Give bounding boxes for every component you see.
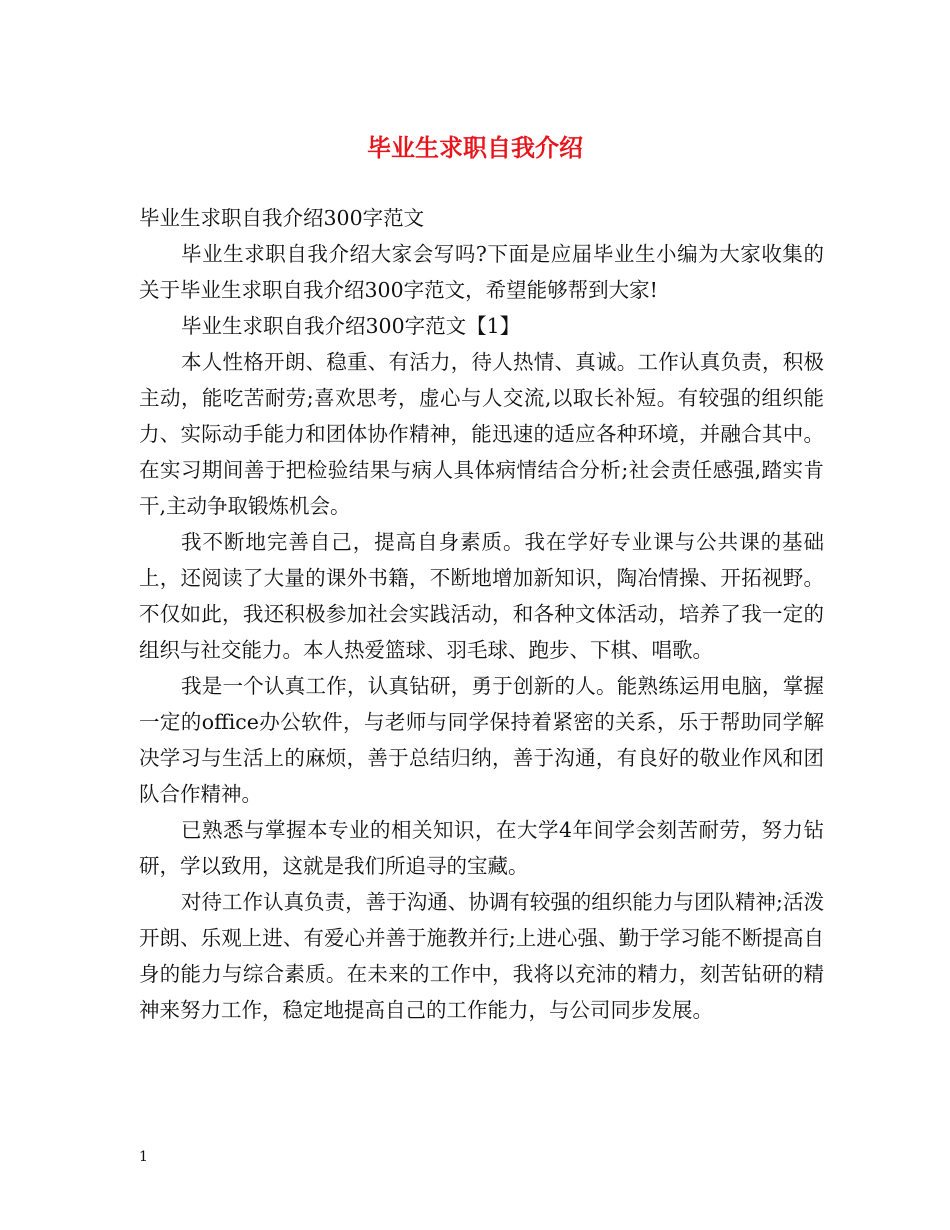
- document-title: 毕业生求职自我介绍: [367, 134, 583, 162]
- paragraph: 对待工作认真负责，善于沟通、协调有较强的组织能力与团队精神;活泼开朗、乐观上进、有爱心并善于施教并行;上进心强、勤于学习能不断提高自身的能力与综合素质。在未来的工作中，我将以充沛的精力，刻苦钻研的精神来努力工作，稳定地提高自己的工作能力，与公司同步发展。: [139, 890, 824, 1022]
- document-body: [139, 200, 824, 1028]
- document-subtitle: 毕业生求职自我介绍300字范文: [139, 206, 425, 230]
- paragraph: 我是一个认真工作，认真钻研，勇于创新的人。能熟练运用电脑，掌握一定的office办公软件，与老师与同学保持着紧密的关系，乐于帮助同学解决学习与生活上的麻烦，善于总结归纳，善于沟通，有良好的敬业作风和团队合作精神。: [139, 674, 824, 806]
- paragraph: 我不断地完善自己，提高自身素质。我在学好专业课与公共课的基础上，还阅读了大量的课外书籍，不断地增加新知识，陶冶情操、开拓视野。不仅如此，我还积极参加社会实践活动，和各种文体活动，培养了我一定的组织与社交能力。本人热爱篮球、羽毛球、跑步、下棋、唱歌。: [139, 530, 824, 662]
- section-heading: 毕业生求职自我介绍300字范文【1】: [181, 314, 521, 338]
- paragraph-intro: 毕业生求职自我介绍大家会写吗?下面是应届毕业生小编为大家收集的关于毕业生求职自我介绍300字范文，希望能够帮到大家!: [139, 242, 824, 302]
- paragraph: 已熟悉与掌握本专业的相关知识，在大学4年间学会刻苦耐劳，努力钻研，学以致用，这就是我们所追寻的宝藏。: [139, 818, 824, 878]
- page-number: 1: [139, 1149, 148, 1165]
- paragraph: 本人性格开朗、稳重、有活力，待人热情、真诚。工作认真负责，积极主动，能吃苦耐劳;喜欢思考，虚心与人交流,以取长补短。有较强的组织能力、实际动手能力和团体协作精神，能迅速的适应各种环境，并融合其中。在实习期间善于把检验结果与病人具体病情结合分析;社会责任感强,踏实肯干,主动争取锻炼机会。: [139, 350, 824, 518]
